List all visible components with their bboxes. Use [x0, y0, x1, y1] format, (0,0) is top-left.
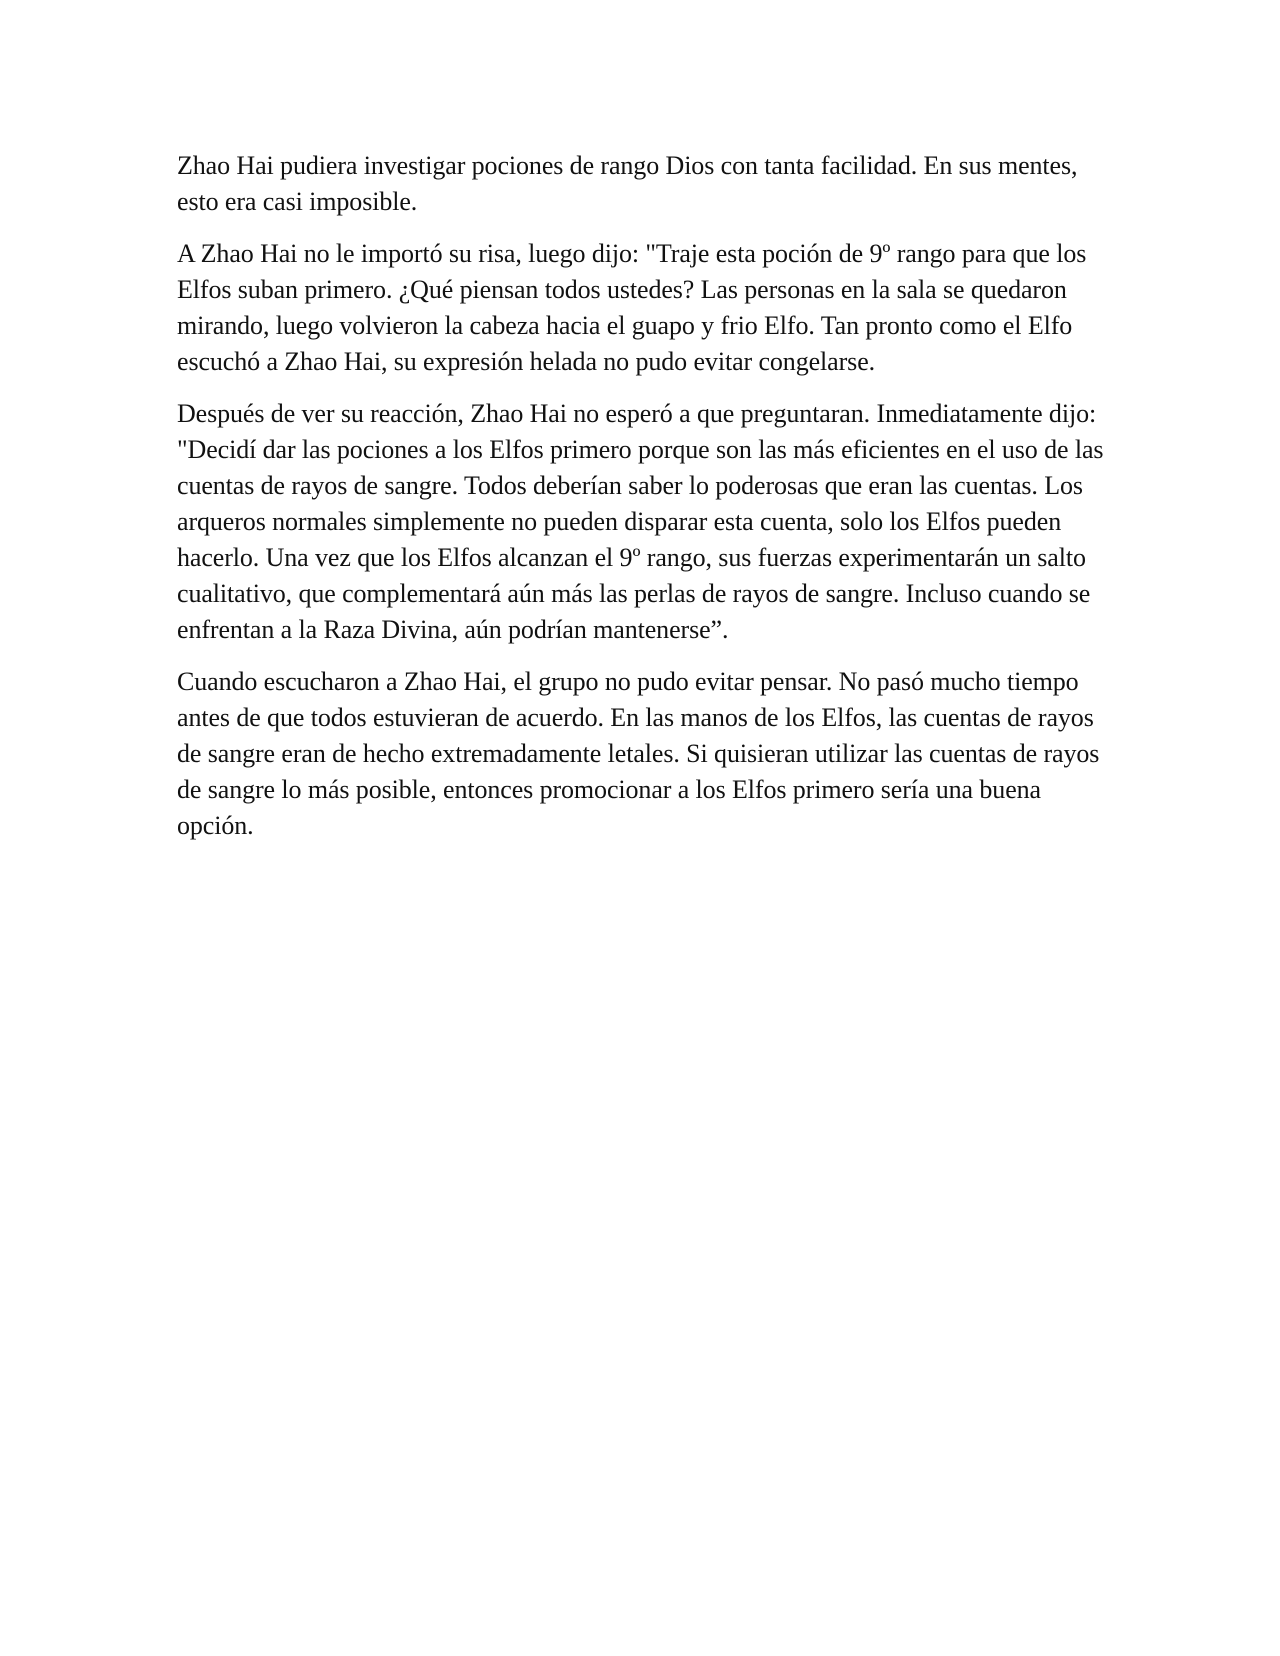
paragraph-4: Cuando escucharon a Zhao Hai, el grupo no pudo evitar pensar. No pasó mucho tiempo antes de que todos estuvieran de acuerdo. En las manos de los Elfos, las cuentas de rayos de sangre eran de hecho extremadamente letales. Si quisieran utilizar las cuentas de rayos de sangre lo más posible, entonces promocionar a los Elfos primero sería una buena opción.	[177, 667, 1100, 840]
paragraph-1: Zhao Hai pudiera investigar pociones de rango Dios con tanta facilidad. En sus mentes, esto era casi imposible.	[177, 151, 1078, 216]
document-page	[177, 148, 1107, 860]
paragraph-3: Después de ver su reacción, Zhao Hai no esperó a que preguntaran. Inmediatamente dijo: "Decidí dar las pociones a los Elfos primero porque son las más eficientes en el uso de las cuentas de rayos de sangre. Todos deberían saber lo poderosas que eran las cuentas. Los arqueros normales simplemente no pueden disparar esta cuenta, solo los Elfos pueden hacerlo. Una vez que los Elfos alcanzan el 9º rango, sus fuerzas experimentarán un salto cualitativo, que complementará aún más las perlas de rayos de sangre. Incluso cuando se enfrentan a la Raza Divina, aún podrían mantenerse”.	[177, 399, 1104, 644]
paragraph-2: A Zhao Hai no le importó su risa, luego dijo: "Traje esta poción de 9º rango para que los Elfos suban primero. ¿Qué piensan todos ustedes? Las personas en la sala se quedaron mirando, luego volvieron la cabeza hacia el guapo y frio Elfo. Tan pronto como el Elfo escuchó a Zhao Hai, su expresión helada no pudo evitar congelarse.	[177, 239, 1087, 376]
